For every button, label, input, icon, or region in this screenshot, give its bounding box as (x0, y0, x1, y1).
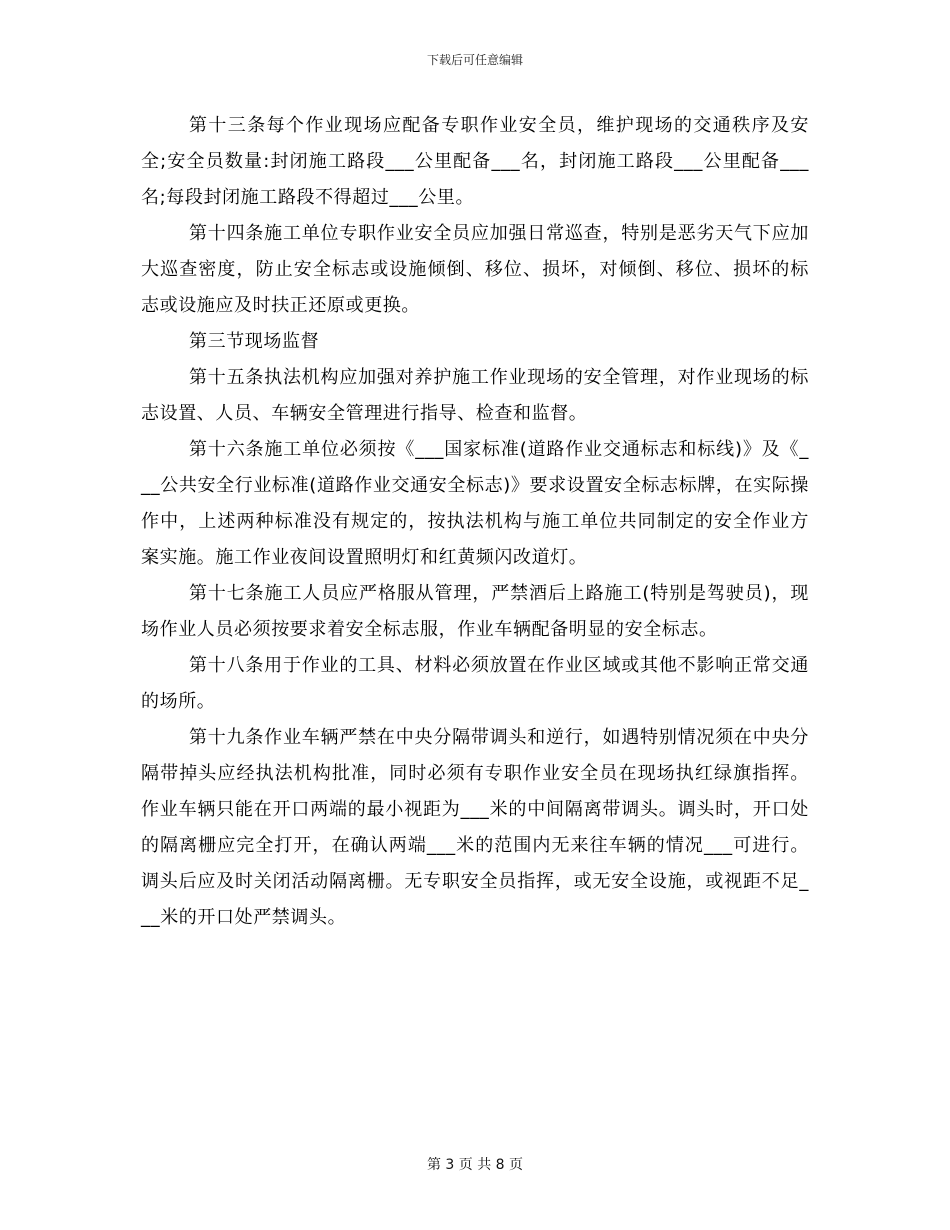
page-header: 下载后可任意编辑 (426, 53, 523, 67)
article-18: 第十八条用于作业的工具、材料必须放置在作业区域或其他不影响正常交通的场所。 (141, 655, 809, 712)
section-heading: 第三节现场监督 (189, 331, 320, 352)
article-17: 第十七条施工人员应严格服从管理，严禁酒后上路施工(特别是驾驶员)，现场作业人员必须按要求着安全标志服，作业车辆配备明显的安全标志。 (141, 583, 809, 640)
article-13: 第十三条每个作业现场应配备专职作业安全员，维护现场的交通秩序及安全;安全员数量:封闭施工路段___公里配备___名，封闭施工路段___公里配备___名;每段封闭施工路段不得超过___公里。 (141, 115, 809, 208)
document-body (141, 108, 809, 936)
article-16: 第十六条施工单位必须按《___国家标准(道路作业交通标志和标线)》及《___公共安全行业标准(道路作业交通安全标志)》要求设置安全标志标牌，在实际操作中，上述两种标准没有规定的，按执法机构与施工单位共同制定的安全作业方案实施。施工作业夜间设置照明灯和红黄频闪改道灯。 (141, 439, 809, 568)
article-15: 第十五条执法机构应加强对养护施工作业现场的安全管理，对作业现场的标志设置、人员、车辆安全管理进行指导、检查和监督。 (141, 367, 809, 424)
page-number: 第 3 页 共 8 页 (426, 1157, 524, 1173)
article-19: 第十九条作业车辆严禁在中央分隔带调头和逆行，如遇特别情况须在中央分隔带掉头应经执法机构批准，同时必须有专职作业安全员在现场执红绿旗指挥。作业车辆只能在开口两端的最小视距为___米的中间隔离带调头。调头时，开口处的隔离栅应完全打开，在确认两端___米的范围内无来往车辆的情况___可进行。调头后应及时关闭活动隔离栅。无专职安全员指挥，或无安全设施，或视距不足___米的开口处严禁调头。 (141, 727, 809, 928)
article-14: 第十四条施工单位专职作业安全员应加强日常巡查，特别是恶劣天气下应加大巡查密度，防止安全标志或设施倾倒、移位、损坏，对倾倒、移位、损坏的标志或设施应及时扶正还原或更换。 (141, 223, 809, 316)
